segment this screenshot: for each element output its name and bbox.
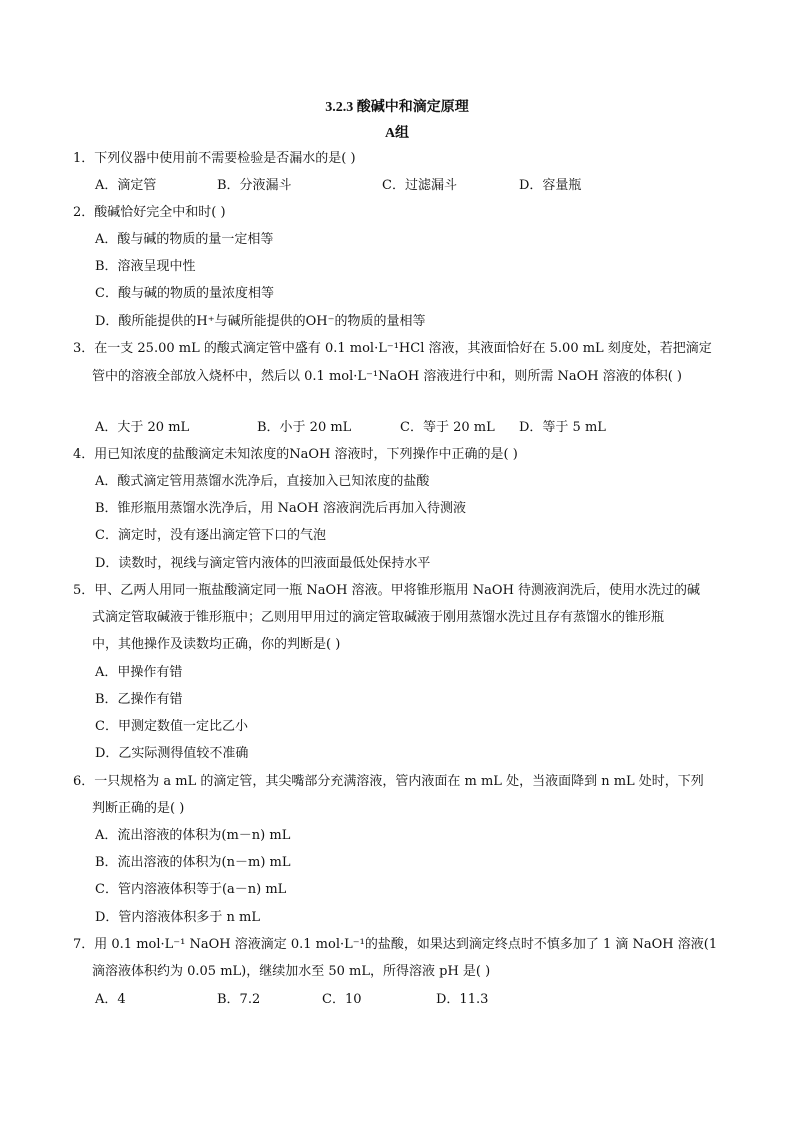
question-3-option-a: A．大于 20 mL [95, 420, 190, 435]
question-1-option-a: A．滴定管 [95, 178, 157, 193]
question-2-stem: 2．酸碱恰好完全中和时( ) [73, 205, 226, 220]
question-2-option-b: B．溶液呈现中性 [95, 259, 196, 274]
question-4-option-b: B．锥形瓶用蒸馏水洗净后，用 NaOH 溶液润洗后再加入待测液 [95, 501, 466, 516]
question-3-option-d: D．等于 5 mL [519, 420, 606, 435]
question-5-stem-line-2: 式滴定管取碱液于锥形瓶中；乙则用甲用过的滴定管取碱液于刚用蒸馏水洗过且存有蒸馏水的锥形瓶 [92, 610, 665, 625]
question-6-stem-line-1: 6．一只规格为 a mL 的滴定管，其尖嘴部分充满溶液，管内液面在 m mL 处，当液面降到 n mL 处时，下列 [73, 774, 704, 789]
question-3-stem-line-1: 3．在一支 25.00 mL 的酸式滴定管中盛有 0.1 mol·L⁻¹HCl 溶液，其液面恰好在 5.00 mL 刻度处，若把滴定 [73, 341, 712, 356]
question-3-option-c: C．等于 20 mL [400, 420, 495, 435]
page-title: 3.2.3 酸碱中和滴定原理 [325, 100, 469, 115]
question-4-option-d: D．读数时，视线与滴定管内液体的凹液面最低处保持水平 [95, 556, 431, 571]
question-2-option-c: C．酸与碱的物质的量浓度相等 [95, 286, 274, 301]
question-2-option-d: D．酸所能提供的H⁺与碱所能提供的OH⁻的物质的量相等 [95, 314, 426, 329]
question-6-option-d: D．管内溶液体积多于 n mL [95, 910, 261, 925]
question-3-stem-line-2: 管中的溶液全部放入烧杯中，然后以 0.1 mol·L⁻¹NaOH 溶液进行中和，则所需 NaOH 溶液的体积( ) [92, 369, 683, 384]
question-2-option-a: A．酸与碱的物质的量一定相等 [95, 232, 274, 247]
question-1-option-c: C．过滤漏斗 [382, 178, 457, 193]
question-3-option-b: B．小于 20 mL [257, 420, 352, 435]
group-heading: A组 [384, 126, 410, 141]
question-5-option-c: C．甲测定数值一定比乙小 [95, 719, 248, 734]
question-7-option-c: C．10 [322, 992, 362, 1007]
question-4-option-a: A．酸式滴定管用蒸馏水洗净后，直接加入已知浓度的盐酸 [95, 474, 430, 489]
question-7-option-a: A．4 [95, 992, 126, 1007]
question-7-option-b: B．7.2 [217, 992, 261, 1007]
question-7-stem-line-2: 滴溶液体积约为 0.05 mL)，继续加水至 50 mL，所得溶液 pH 是( ) [92, 964, 491, 979]
question-5-stem-line-1: 5．甲、乙两人用同一瓶盐酸滴定同一瓶 NaOH 溶液。甲将锥形瓶用 NaOH 待测液润洗后，使用水洗过的碱 [73, 583, 701, 598]
question-7-stem-line-1: 7．用 0.1 mol·L⁻¹ NaOH 溶液滴定 0.1 mol·L⁻¹的盐酸，如果达到滴定终点时不慎多加了 1 滴 NaOH 溶液(1 [73, 937, 718, 952]
question-5-option-a: A．甲操作有错 [95, 665, 183, 680]
question-6-stem-line-2: 判断正确的是( ) [92, 801, 185, 816]
question-5-stem-line-3: 中，其他操作及读数均正确，你的判断是( ) [92, 637, 341, 652]
question-7-option-d: D．11.3 [436, 992, 489, 1007]
question-5-option-d: D．乙实际测得值较不准确 [95, 746, 249, 761]
question-6-option-c: C．管内溶液体积等于(a－n) mL [95, 882, 287, 897]
question-1-option-d: D．容量瓶 [519, 178, 582, 193]
question-1-option-b: B．分液漏斗 [217, 178, 292, 193]
question-5-option-b: B．乙操作有错 [95, 692, 183, 707]
question-4-option-c: C．滴定时，没有逐出滴定管下口的气泡 [95, 528, 326, 543]
question-4-stem: 4．用已知浓度的盐酸滴定未知浓度的NaOH 溶液时，下列操作中正确的是( ) [73, 447, 518, 462]
question-6-option-b: B．流出溶液的体积为(n－m) mL [95, 855, 291, 870]
question-1-stem: 1．下列仪器中使用前不需要检验是否漏水的是( ) [73, 151, 356, 166]
question-6-option-a: A．流出溶液的体积为(m－n) mL [95, 828, 291, 843]
